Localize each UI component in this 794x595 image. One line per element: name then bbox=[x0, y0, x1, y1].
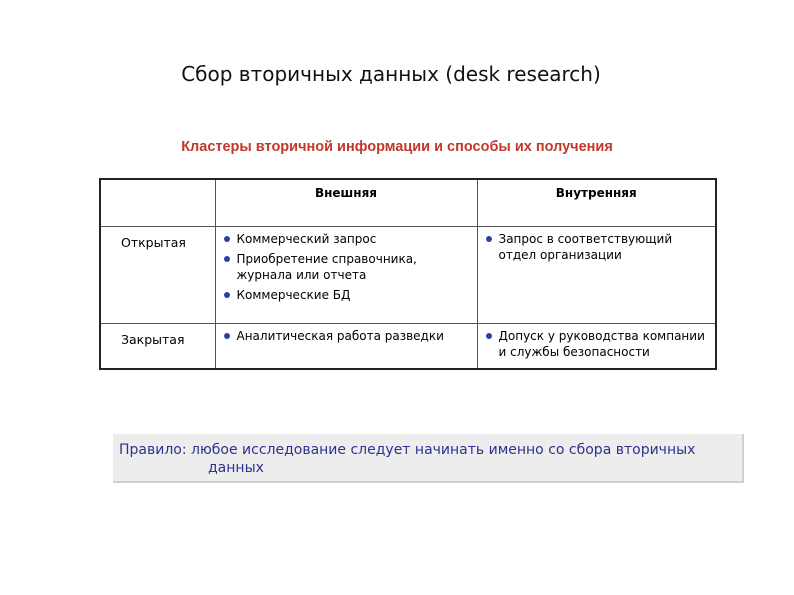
cell-closed-external bbox=[215, 324, 477, 370]
bullet-icon bbox=[224, 333, 230, 339]
rule-label: Правило: bbox=[119, 442, 187, 458]
cell-open-internal bbox=[477, 227, 716, 324]
list-item bbox=[486, 328, 710, 360]
list-item-text: Коммерческий запрос bbox=[236, 232, 377, 246]
column-header-external: Внешняя bbox=[215, 179, 477, 227]
list-item-text: Приобретение справочника, журнала или отчета bbox=[236, 252, 417, 282]
row-header-open: Открытая bbox=[100, 227, 215, 324]
slide-title-text: Сбор вторичных данных (desk research) bbox=[181, 62, 601, 86]
bullet-icon bbox=[486, 333, 492, 339]
rule-text-2: данных bbox=[208, 460, 264, 476]
list-item-text: Аналитическая работа разведки bbox=[236, 329, 444, 343]
clusters-table bbox=[99, 178, 717, 370]
list-item-text: Допуск у руководства компании и службы безопасности bbox=[498, 329, 705, 359]
table-row-closed bbox=[100, 324, 716, 370]
rule-text-1: любое исследование следует начинать именно со сбора вторичных bbox=[191, 442, 696, 458]
rule-callout bbox=[113, 434, 744, 483]
list-item bbox=[224, 287, 471, 303]
bullet-icon bbox=[224, 292, 230, 298]
table-row-open bbox=[100, 227, 716, 324]
table-header-row bbox=[100, 179, 716, 227]
column-header-internal: Внутренняя bbox=[477, 179, 716, 227]
cell-open-external bbox=[215, 227, 477, 324]
list-item bbox=[224, 231, 471, 247]
table-caption: Кластеры вторичной информации и способы их получения bbox=[181, 139, 613, 155]
corner-cell bbox=[100, 179, 215, 227]
list-item bbox=[486, 231, 710, 263]
bullet-icon bbox=[224, 236, 230, 242]
slide-title bbox=[0, 62, 794, 86]
rule-line-1 bbox=[119, 441, 695, 459]
list-item-text: Коммерческие БД bbox=[236, 288, 351, 302]
list-item-text: Запрос в соответствующий отдел организации bbox=[498, 232, 673, 262]
bullet-icon bbox=[224, 256, 230, 262]
list-item bbox=[224, 328, 471, 344]
bullet-icon bbox=[486, 236, 492, 242]
list-item bbox=[224, 251, 471, 283]
row-header-closed: Закрытая bbox=[100, 324, 215, 370]
cell-closed-internal bbox=[477, 324, 716, 370]
